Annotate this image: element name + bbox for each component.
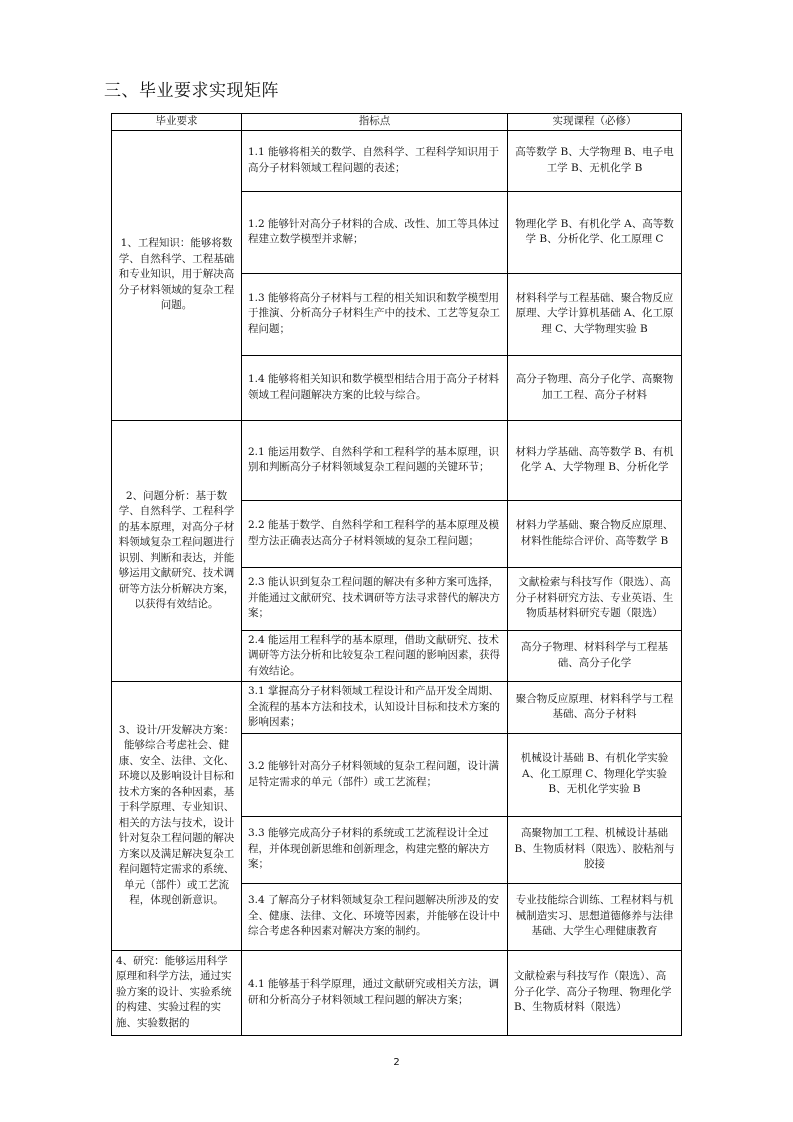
indicator-cell: 3.4 了解高分子材料领域复杂工程问题解决所涉及的安全、健康、法律、文化、环境等因素，并能够在设计中综合考虑各种因素对解决方案的制约。 — [242, 883, 508, 950]
courses-cell: 文献检索与科技写作（限选）、高分子化学、高分子物理、物理化学 B、生物质材料（限选） — [508, 950, 682, 1035]
header-indicator: 指标点 — [242, 114, 508, 131]
indicator-cell: 3.2 能够针对高分子材料领域的复杂工程问题，设计满足特定需求的单元（部件）或工艺流程； — [242, 733, 508, 816]
indicator-cell: 3.3 能够完成高分子材料的系统或工艺流程设计全过程，并体现创新思维和创新理念，构建完整的解决方案； — [242, 816, 508, 883]
requirement-cell: 1、工程知识：能够将数学、自然科学、工程基础和专业知识，用于解决高分子材料领域的复杂工程问题。 — [112, 130, 242, 420]
table-row — [112, 130, 682, 191]
courses-cell: 高等数学 B、大学物理 B、电子电工学 B、无机化学 B — [508, 130, 682, 191]
indicator-cell: 2.1 能运用数学、自然科学和工程科学的基本原理，识别和判断高分子材料领域复杂工程问题的关键环节； — [242, 420, 508, 500]
requirement-cell: 3、设计/开发解决方案：能够综合考虑社会、健康、安全、法律、文化、环境以及影响设计目标和技术方案的各种因素，基于科学原理、专业知识、相关的方法与技术，设计针对复杂工程问题的解决方案以及满足解决复杂工程问题特定需求的系统、单元（部件）或工艺流程，体现创新意识。 — [112, 682, 242, 951]
courses-cell: 高聚物加工工程、机械设计基础 B、生物质材料（限选）、胶粘剂与胶接 — [508, 816, 682, 883]
table-row — [112, 420, 682, 500]
page-number: 2 — [393, 1057, 400, 1068]
courses-cell: 聚合物反应原理、材料科学与工程基础、高分子材料 — [508, 682, 682, 734]
courses-cell: 材料科学与工程基础、聚合物反应原理、大学计算机基础 A、化工原理 C、大学物理实验 B — [508, 273, 682, 355]
table-row — [112, 682, 682, 734]
courses-cell: 高分子物理、高分子化学、高聚物加工工程、高分子材料 — [508, 355, 682, 420]
indicator-cell: 4.1 能够基于科学原理，通过文献研究或相关方法，调研和分析高分子材料领域工程问题的解决方案； — [242, 950, 508, 1035]
courses-cell: 物理化学 B、有机化学 A、高等数学 B、分析化学、化工原理 C — [508, 191, 682, 273]
indicator-cell: 2.2 能基于数学、自然科学和工程科学的基本原理及模型方法正确表达高分子材料领域的复杂工程问题； — [242, 500, 508, 567]
indicator-cell: 3.1 掌握高分子材料领域工程设计和产品开发全周期、全流程的基本方法和技术，认知设计目标和技术方案的影响因素； — [242, 682, 508, 734]
courses-cell: 专业技能综合训练、工程材料与机械制造实习、思想道德修养与法律基础、大学生心理健康教育 — [508, 883, 682, 950]
courses-cell: 材料力学基础、聚合物反应原理、材料性能综合评价、高等数学 B — [508, 500, 682, 567]
indicator-cell: 1.2 能够针对高分子材料的合成、改性、加工等具体过程建立数学模型并求解； — [242, 191, 508, 273]
header-requirement: 毕业要求 — [112, 114, 242, 131]
indicator-cell: 1.1 能够将相关的数学、自然科学、工程科学知识用于高分子材料领域工程问题的表述； — [242, 130, 508, 191]
table-header-row — [112, 114, 682, 131]
indicator-cell: 2.3 能认识到复杂工程问题的解决有多种方案可选择，并能通过文献研究、技术调研等方法寻求替代的解决方案； — [242, 567, 508, 630]
header-courses: 实现课程（必修） — [508, 114, 682, 131]
courses-cell: 材料力学基础、高等数学 B、有机化学 A、大学物理 B、分析化学 — [508, 420, 682, 500]
courses-cell: 文献检索与科技写作（限选）、高分子材料研究方法、专业英语、生物质基材料研究专题（限选） — [508, 567, 682, 630]
requirement-cell: 4、研究：能够运用科学原理和科学方法，通过实验方案的设计、实验系统的构建、实验过程的实施、实验数据的 — [112, 950, 242, 1035]
indicator-cell: 2.4 能运用工程科学的基本原理，借助文献研究、技术调研等方法分析和比较复杂工程问题的影响因素，获得有效结论。 — [242, 630, 508, 682]
requirement-cell: 2、问题分析：基于数学、自然科学、工程科学的基本原理，对高分子材料领域复杂工程问题进行识别、判断和表达，并能够运用文献研究、技术调研等方法分析解决方案，以获得有效结论。 — [112, 420, 242, 682]
section-title: 三、毕业要求实现矩阵 — [104, 81, 279, 101]
courses-cell: 机械设计基础 B、有机化学实验 A、化工原理 C、物理化学实验 B、无机化学实验 B — [508, 733, 682, 816]
graduation-requirements-matrix — [111, 113, 682, 1036]
indicator-cell: 1.4 能够将相关知识和数学模型相结合用于高分子材料领域工程问题解决方案的比较与综合。 — [242, 355, 508, 420]
table-row — [112, 950, 682, 1035]
courses-cell: 高分子物理、材料科学与工程基础、高分子化学 — [508, 630, 682, 682]
indicator-cell: 1.3 能够将高分子材料与工程的相关知识和数学模型用于推演、分析高分子材料生产中的技术、工艺等复杂工程问题； — [242, 273, 508, 355]
